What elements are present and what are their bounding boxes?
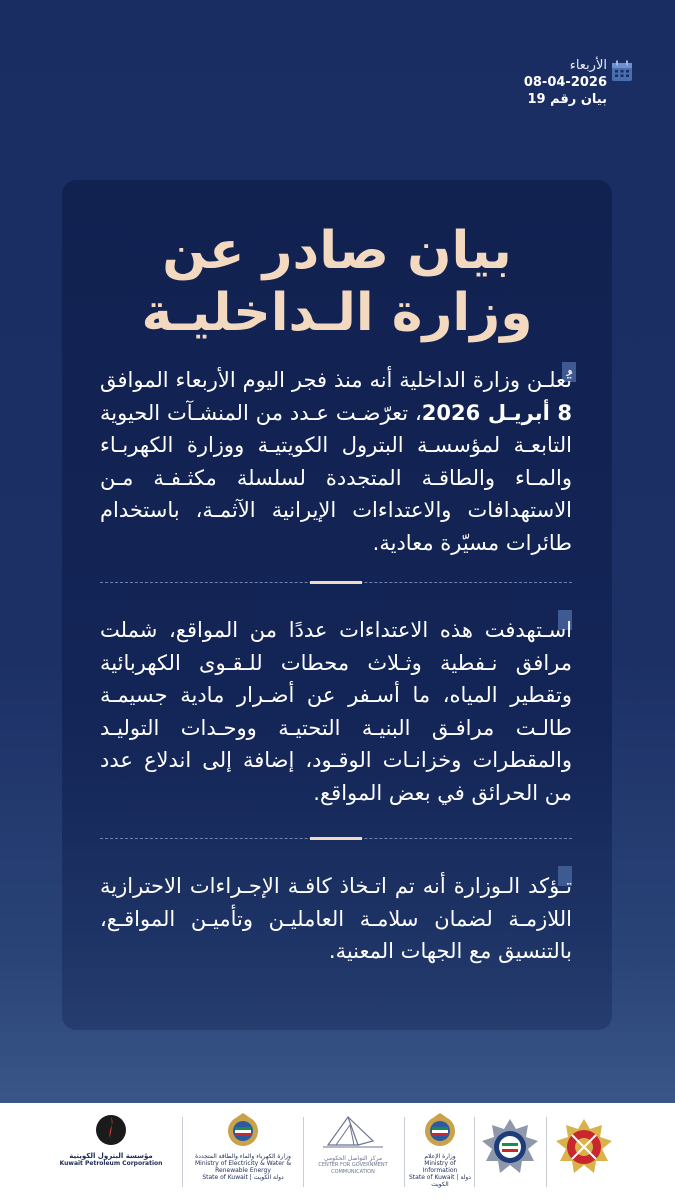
ministry-information-logo: وزارة الإعلام Ministry of Information State of Kuwait | دولة الكويت xyxy=(408,1111,472,1188)
army-emblem-logo xyxy=(552,1117,616,1181)
title-line-1: بيان صادر عن xyxy=(162,221,512,281)
kuwait-emblem-icon xyxy=(423,1111,457,1149)
divider xyxy=(100,838,572,839)
paragraph-3: تـؤكد الـوزارة أنه تم اتـخاذ كافـة الإجـراءات الاحترازية اللازمـة لضمان سلامـة العامليـن وتأميـن المواقـع، بالتنسيق مع الجهات المعنية. xyxy=(100,874,572,963)
army-emblem-icon xyxy=(554,1117,614,1177)
paragraph-2: اسـتهدفت هذه الاعتداءات عددًا من المواقع، شملت مرافق نـفطية وثـلاث محطات للـقـوى الكهربائية وتقطير المياه، ما أسـفر عن أضـرار مادية جسيمـة طالـت مرافـق البنيـة التحتيـة ووحـدات التوليـد والمقطرات وخزانـات الوقـود، إضافة إلى اندلاع عدد من الحرائق في بعض المواقع. xyxy=(100,618,572,805)
government-communication-center-logo: مركز التواصل الحكومي CENTER FOR GOVERNMENT COMMUNICATION xyxy=(305,1111,401,1176)
ministry-electricity-logo: وزارة الكهرباء والماء والطاقة المتجددة Ministry of Electricity & Water & Renewable Energy State of Kuwait | دولة الكويت xyxy=(188,1111,298,1181)
kpc-flame-icon xyxy=(94,1111,128,1149)
statement-title xyxy=(62,220,612,344)
kuwait-emblem-icon xyxy=(226,1111,260,1149)
kuwait-petroleum-corporation-logo: مؤسسة البترول الكويتية Kuwait Petroleum Corporation xyxy=(56,1111,166,1167)
divider xyxy=(100,582,572,583)
title-line-2: وزارة الـداخليـة xyxy=(141,283,533,343)
statement-meta xyxy=(524,58,607,108)
statement-date: 08-04-2026 xyxy=(523,75,607,90)
police-star-icon xyxy=(480,1117,540,1177)
police-emblem-logo xyxy=(478,1117,542,1181)
paragraph-1-text-a: تُعلـن وزارة الداخلية أنه منذ فجر اليوم الأربعاء الموافق xyxy=(100,368,572,392)
statement-number: بيان رقم 19 xyxy=(527,92,607,107)
paragraph-1-text-b: ، تعرّضـت عـدد من المنشـآت الحيوية التابعـة لمؤسسـة البترول الكويتيـة ووزارة الكهربـاء والمـاء والطاقـة المتجددة لسلسلة مكثـفـة مـن الاستهدافات والاعتداءات الإيرانية الآثمـة، باستخدام طائرات مسيّرة معادية. xyxy=(100,400,572,555)
paragraph-1 xyxy=(100,364,572,559)
sail-icon xyxy=(318,1111,388,1151)
paragraph-1-date: 8 أبريـل 2026 xyxy=(421,400,572,425)
footer-logos xyxy=(0,1103,675,1200)
calendar-icon xyxy=(611,60,633,82)
statement-day: الأربعاء xyxy=(569,58,607,73)
